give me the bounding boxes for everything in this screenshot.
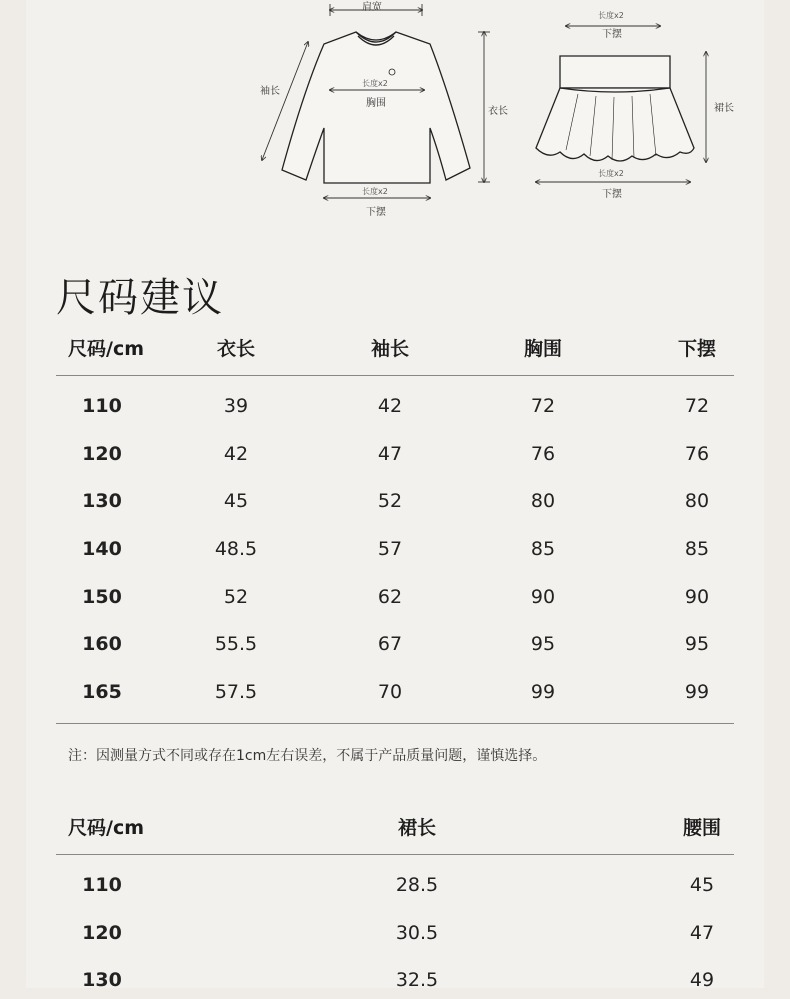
skirt-diagram [536, 26, 706, 182]
size-cell: 140 [82, 538, 122, 560]
table-top-rule [56, 375, 734, 376]
sleeve-label: 袖长 [260, 86, 280, 97]
sleeve-cell: 67 [377, 633, 403, 655]
chest-cell: 95 [530, 633, 556, 655]
header-skirt-length: 裙长 [397, 817, 437, 839]
table-row [56, 490, 734, 520]
length-cell: 42 [223, 443, 249, 465]
sleeve-cell: 62 [377, 586, 403, 608]
table-row [56, 922, 734, 952]
sleeve-cell: 52 [377, 490, 403, 512]
sleeve-cell: 42 [377, 395, 403, 417]
length-cell: 55.5 [214, 633, 258, 655]
size-cell: 120 [82, 443, 122, 465]
measurement-note: 注：因测量方式不同或存在1cm左右误差，不属于产品质量问题，谨慎选择。 [68, 748, 547, 764]
length-cell: 39 [223, 395, 249, 417]
section-title: 尺码建议 [56, 275, 224, 321]
hem-cell: 85 [684, 538, 710, 560]
waist-cell: 49 [689, 969, 715, 991]
skirt-hem-label: 下摆 [602, 189, 622, 200]
table-row [56, 633, 734, 663]
hem-cell: 90 [684, 586, 710, 608]
length-cell: 57.5 [214, 681, 258, 703]
header-waist: 腰围 [682, 817, 722, 839]
size-cell: 130 [82, 969, 122, 991]
length-cell: 45 [223, 490, 249, 512]
garment-illustration [0, 0, 790, 230]
hem-cell: 72 [684, 395, 710, 417]
chest-cell: 72 [530, 395, 556, 417]
skirt-table-top-rule [56, 854, 734, 855]
skirt-length-cell: 28.5 [395, 874, 439, 896]
chest-cell: 90 [530, 586, 556, 608]
top-hem-label: 下摆 [366, 207, 386, 218]
chest-cell: 99 [530, 681, 556, 703]
size-cell: 130 [82, 490, 122, 512]
skirt-length-label: 裙长 [714, 103, 734, 114]
chest-label: 胸围 [366, 98, 386, 109]
size-cell: 120 [82, 922, 122, 944]
header-chest: 胸围 [523, 338, 563, 360]
skirt-length-cell: 32.5 [395, 969, 439, 991]
table-row [56, 874, 734, 904]
size-cell: 110 [82, 395, 122, 417]
shoulder-label: 肩宽 [362, 2, 382, 13]
table-row [56, 586, 734, 616]
header-size: 尺码/cm [68, 817, 145, 839]
skirt-hem-factor-label: 长度x2 [598, 169, 624, 178]
table-row [56, 969, 734, 999]
length-cell: 48.5 [214, 538, 258, 560]
skirt-waist-label: 下摆 [602, 29, 622, 40]
hem-cell: 76 [684, 443, 710, 465]
size-cell: 110 [82, 874, 122, 896]
size-cell: 165 [82, 681, 122, 703]
table-row [56, 395, 734, 425]
hem-cell: 80 [684, 490, 710, 512]
length-label: 衣长 [488, 106, 508, 117]
waist-cell: 47 [689, 922, 715, 944]
top-hem-factor-label: 长度x2 [362, 187, 388, 196]
size-cell: 150 [82, 586, 122, 608]
skirt-length-cell: 30.5 [395, 922, 439, 944]
sleeve-cell: 47 [377, 443, 403, 465]
table-bottom-rule [56, 723, 734, 724]
sleeve-cell: 57 [377, 538, 403, 560]
skirt-waist-factor-label: 长度x2 [598, 11, 624, 20]
chest-cell: 80 [530, 490, 556, 512]
header-length: 衣长 [216, 338, 256, 360]
garment-diagrams [0, 0, 790, 230]
sleeve-cell: 70 [377, 681, 403, 703]
waist-cell: 45 [689, 874, 715, 896]
chest-factor-label: 长度x2 [362, 79, 388, 88]
header-size: 尺码/cm [68, 338, 145, 360]
hem-cell: 95 [684, 633, 710, 655]
top-table-header [56, 334, 734, 364]
chest-cell: 85 [530, 538, 556, 560]
chest-cell: 76 [530, 443, 556, 465]
hem-cell: 99 [684, 681, 710, 703]
skirt-table-header [56, 813, 734, 843]
header-hem: 下摆 [677, 338, 717, 360]
table-row [56, 681, 734, 711]
size-cell: 160 [82, 633, 122, 655]
header-sleeve: 袖长 [370, 338, 410, 360]
table-row [56, 538, 734, 568]
length-cell: 52 [223, 586, 249, 608]
table-row [56, 443, 734, 473]
